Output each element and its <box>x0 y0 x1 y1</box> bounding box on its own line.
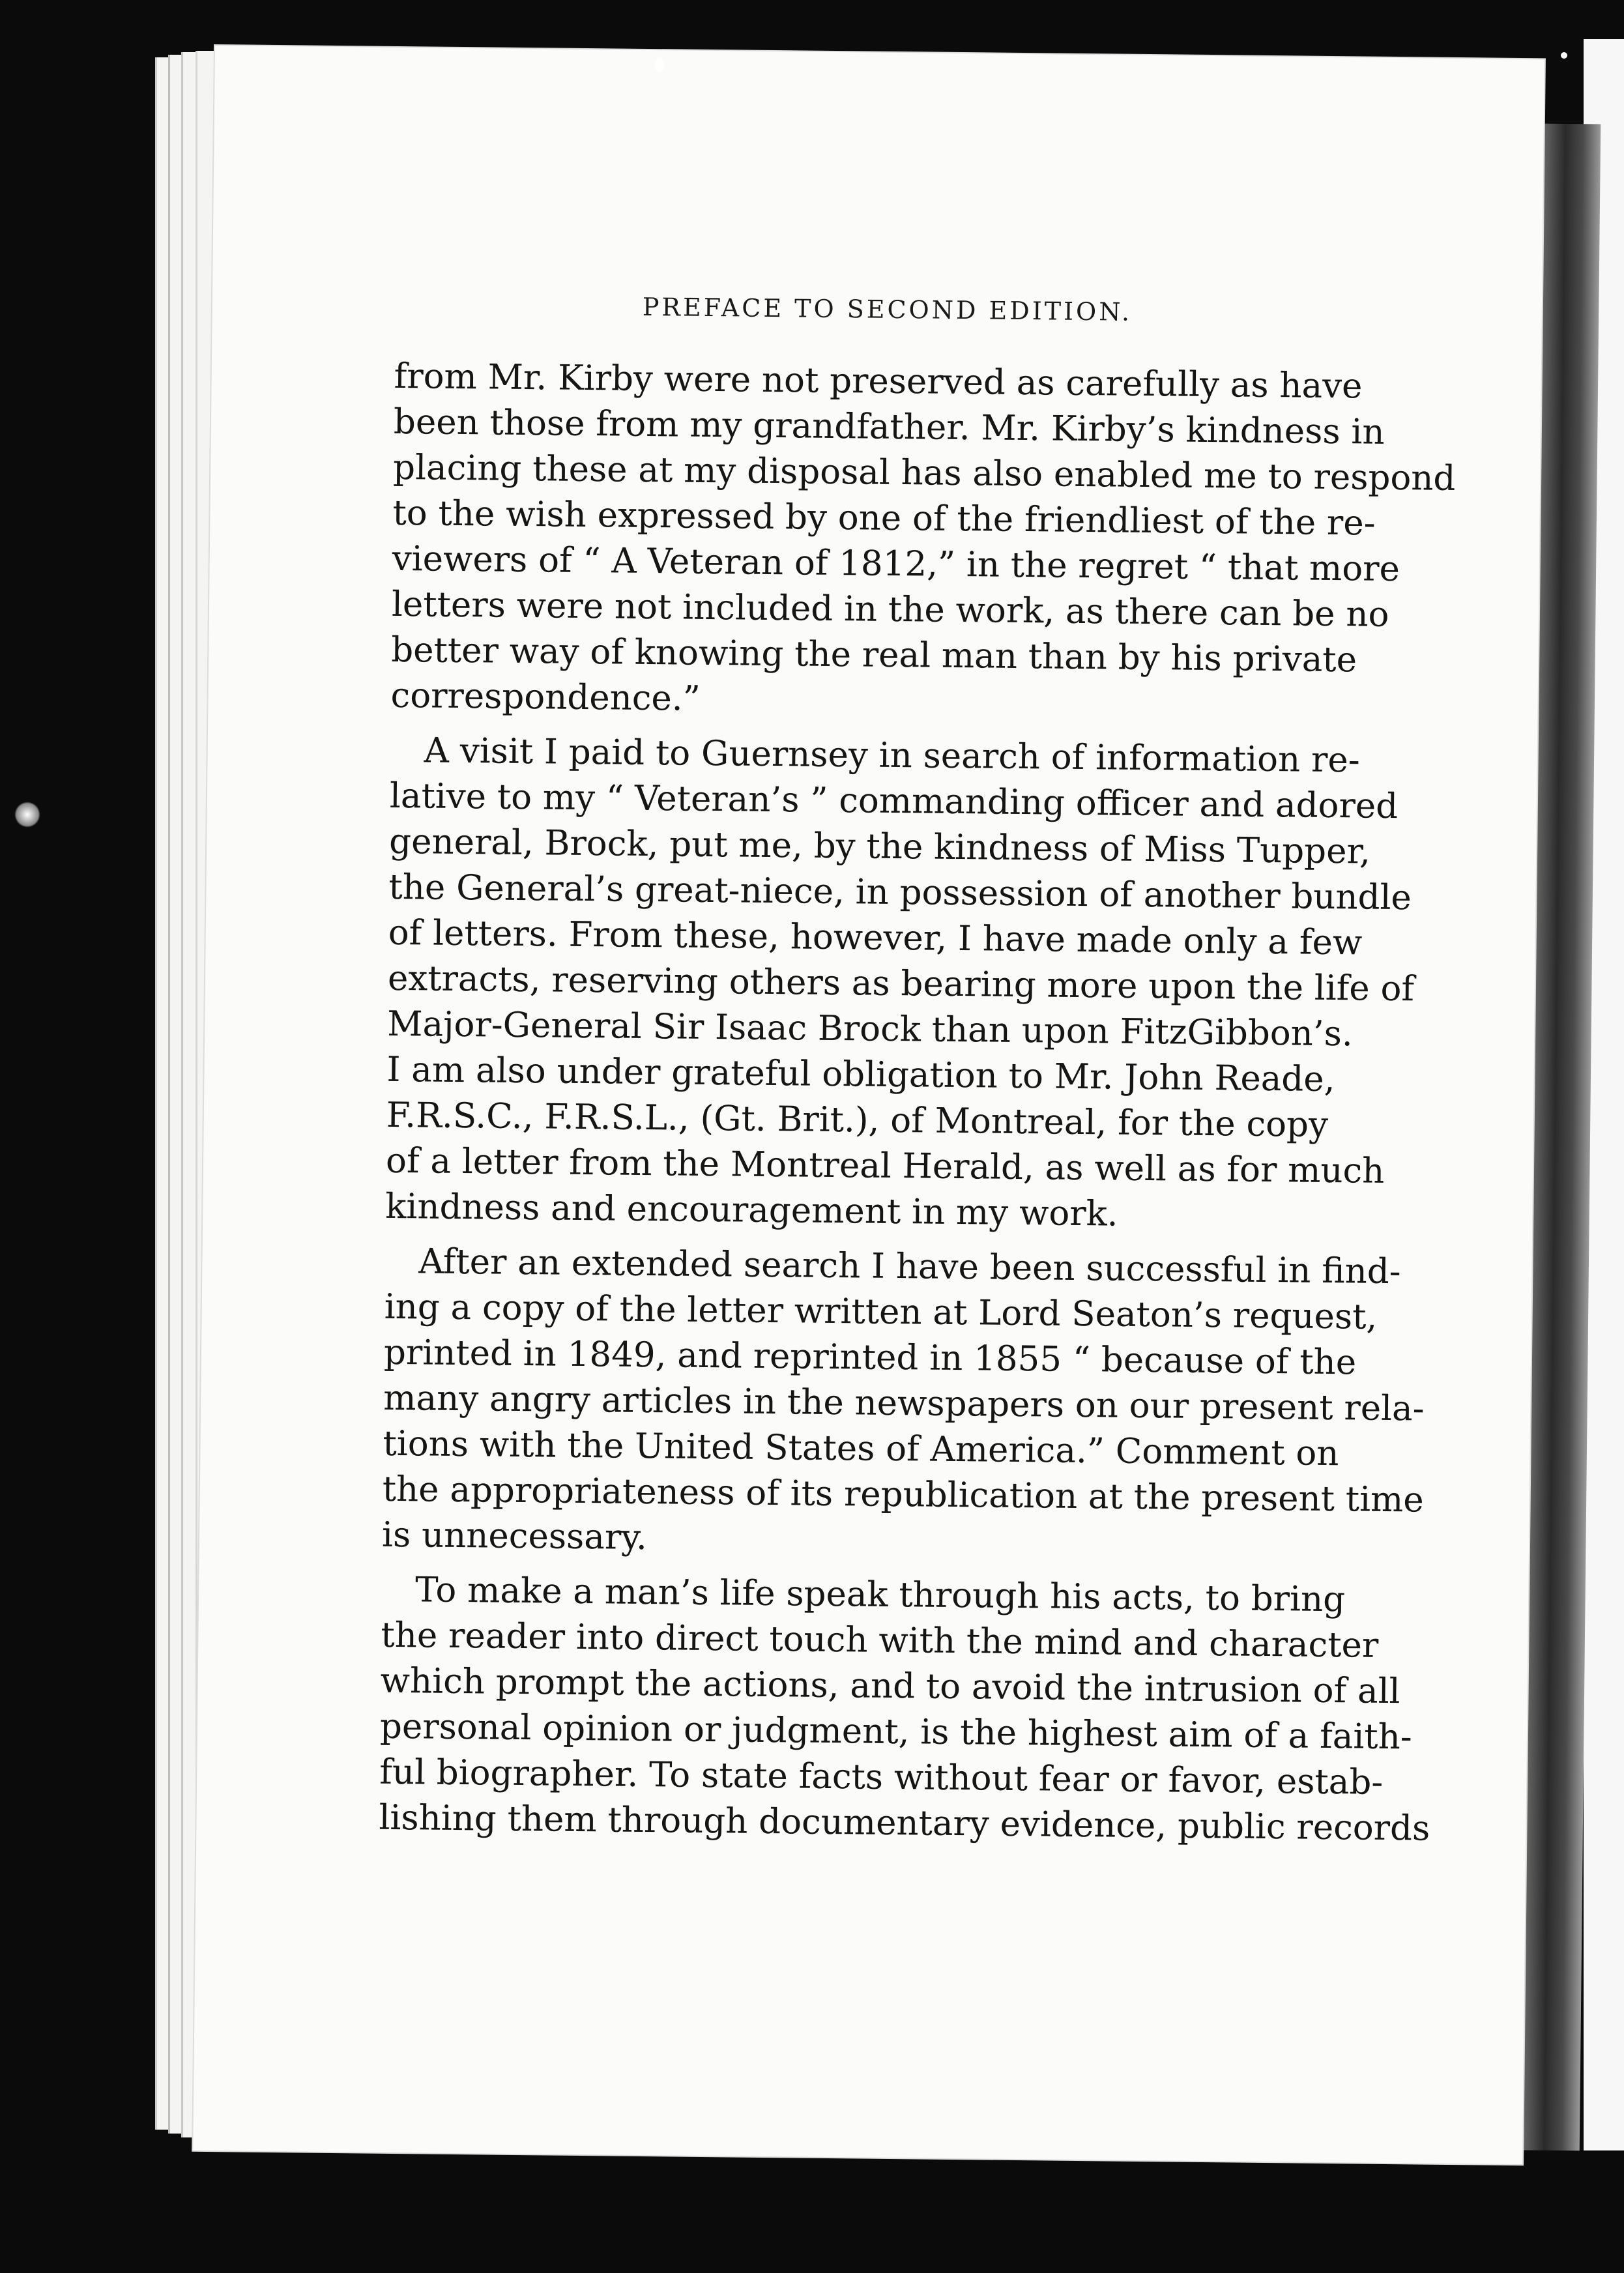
text-line: lative to my “ Veteran’s ” commanding officer and adored <box>389 775 1399 827</box>
paragraph <box>379 1567 1430 1851</box>
paragraph <box>390 354 1456 729</box>
text-line: the reader into direct touch with the mind and character <box>381 1615 1379 1666</box>
paragraph <box>381 1239 1425 1568</box>
scan-speck <box>655 57 664 72</box>
text-line: kindness and encouragement in my work. <box>385 1186 1118 1234</box>
text-line: extracts, reserving others as bearing more upon the life of <box>387 958 1415 1009</box>
scan-speck <box>14 802 40 828</box>
text-line: been those from my grandfather. Mr. Kirby’s kindness in <box>393 401 1385 452</box>
running-header: PREFACE TO SECOND EDITION. <box>642 292 1133 326</box>
text-line: After an extended search I have been successful in find- <box>418 1241 1401 1292</box>
text-line: to the wish expressed by one of the friendliest of the re- <box>392 493 1376 543</box>
text-line: general, Brock, put me, by the kindness of Miss Tupper, <box>388 821 1371 872</box>
text-line: Major-General Sir Isaac Brock than upon FitzGibbon’s. <box>386 1004 1354 1054</box>
text-line: tions with the United States of America.” Comment on <box>383 1423 1339 1474</box>
text-line: letters were not included in the work, as there can be no <box>391 584 1389 635</box>
text-line: A visit I paid to Guernsey in search of information re- <box>424 731 1361 781</box>
text-line: correspondence.” <box>390 675 701 719</box>
scan-speck <box>1561 52 1567 59</box>
text-line: To make a man’s life speak through his acts, to bring <box>414 1570 1346 1620</box>
book-page <box>193 46 1544 2164</box>
text-line: ful biographer. To state facts without fear or favor, estab- <box>379 1752 1384 1802</box>
text-line: personal opinion or judgment, is the highest aim of a faith- <box>379 1706 1413 1758</box>
text-line: the General’s great-niece, in possession of another bundle <box>388 867 1412 918</box>
paragraph <box>385 728 1415 1239</box>
text-line: from Mr. Kirby were not preserved as carefully as have <box>394 356 1363 407</box>
text-line: viewers of “ A Veteran of 1812,” in the regret “ that more <box>392 538 1400 590</box>
text-line: many angry articles in the newspapers on our present rela- <box>383 1378 1425 1429</box>
text-line: of a letter from the Montreal Herald, as well as for much <box>385 1140 1385 1191</box>
text-line: ing a copy of the letter written at Lord Seaton’s request, <box>384 1286 1378 1337</box>
page-body <box>379 354 1456 1860</box>
text-line: of letters. From these, however, I have made only a few <box>388 912 1363 963</box>
text-line: which prompt the actions, and to avoid the intrusion of all <box>380 1660 1400 1712</box>
text-line: printed in 1849, and reprinted in 1855 “ because of the <box>383 1332 1357 1383</box>
text-line: better way of knowing the real man than by his private <box>390 630 1357 680</box>
text-line: I am also under grateful obligation to Mr. John Reade, <box>386 1049 1335 1100</box>
text-line: is unnecessary. <box>381 1514 648 1558</box>
text-line: the appropriateness of its republication at the present time <box>382 1469 1425 1520</box>
text-line: lishing them through documentary evidence, public records <box>379 1797 1430 1849</box>
text-line: placing these at my disposal has also enabled me to respond <box>392 447 1456 499</box>
text-line: F.R.S.C., F.R.S.L., (Gt. Brit.), of Montreal, for the copy <box>386 1095 1329 1145</box>
